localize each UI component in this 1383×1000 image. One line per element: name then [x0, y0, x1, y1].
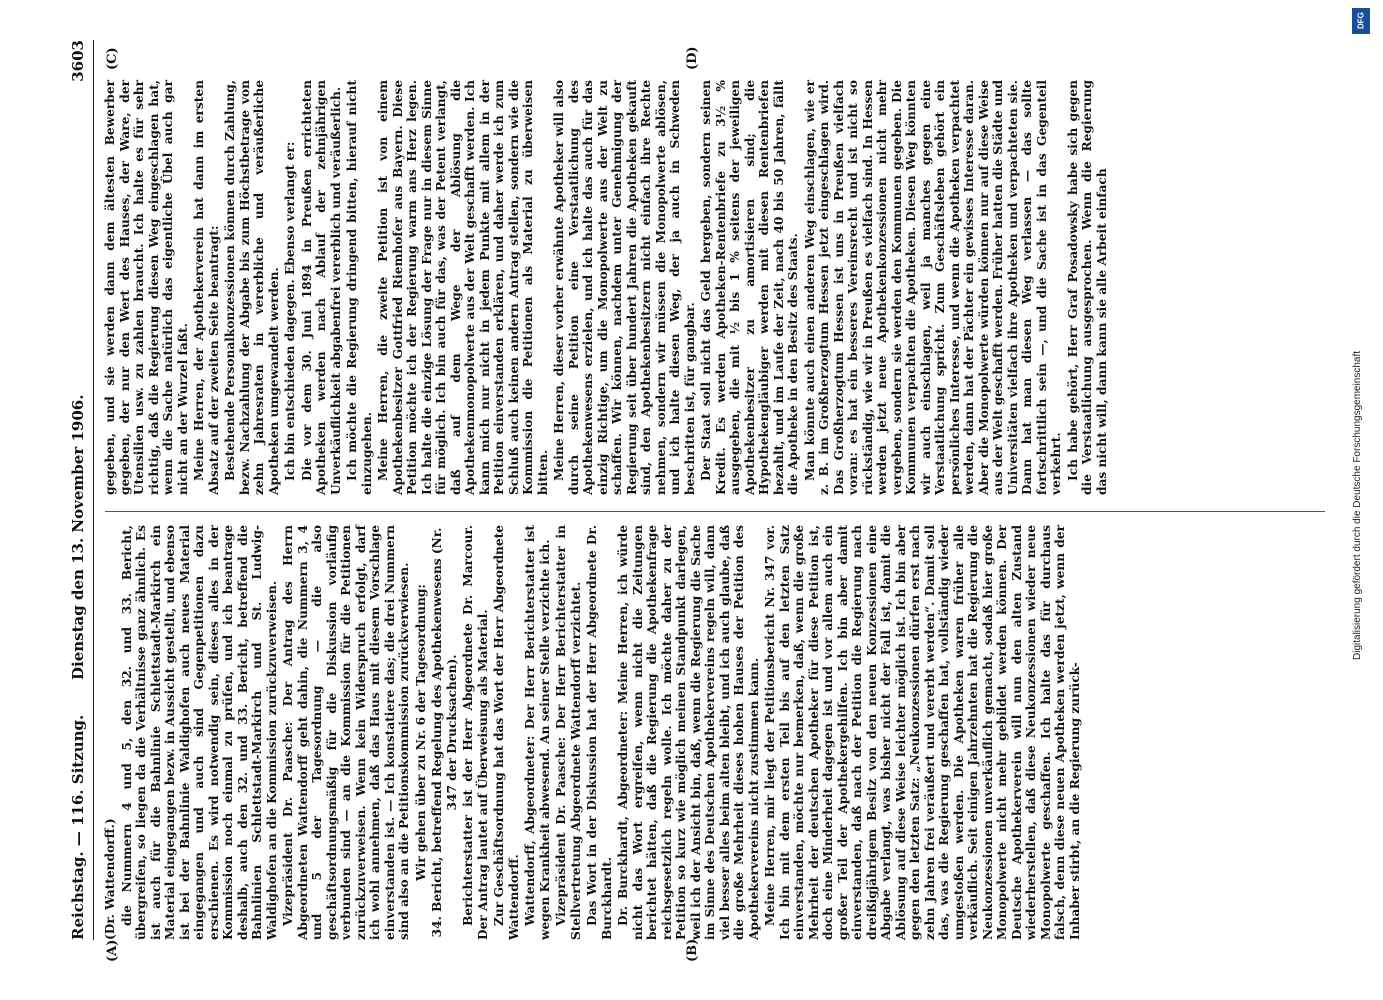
paragraph: Meine Herren, dieser vorher erwähnte Apotheker will also durch seine Petition eine Verstaatlichung des Apothekenwesens erzielen, und ich halte das auch für das einzig Richtige, um die Monopolwerte aus der Welt zu schaffen. Wir können, nachdem unter Genehmigung der Regierung seit über hundert Jahren die Apotheken gekauft sind, den Apothekenbesitzern nicht einfach ihre Rechte nehmen, sondern wir müssen die Monopolwerte ablösen, und ich halte diesen Weg, der ja auch in Schweden beschritten ist, für gangbar. — [552, 80, 697, 495]
paragraph: Ich bin entschieden dagegen. Ebenso verlangt er: — [283, 141, 297, 481]
page-number: 3603 — [69, 40, 87, 82]
paragraph: Dr. Burckhardt, Abgeordneter: Meine Herren, ich würde nicht das Wort ergreifen, wenn nicht die Zeitungen berichtet hätten, daß die Regierung die Apothekenfrage reichsgesetzlich regeln wolle. Ich möchte daher zu der Petition so kurz wie möglich meinen Standpunkt darlegen, weil ich der Ansicht bin, daß, wenn die Regierung die Sache im Sinne des Deutschen Apothekervereins regeln will, dann viel besser alles beim alten bleibt, und ich auch glaube, daß die große Mehrheit dieses hohen Hauses der Petition des Apothekervereins nicht zustimmen kann. — [616, 525, 761, 940]
paragraph: die Nummern 4 und 5, den 32. und 33. Bericht, übergreifen, so liegen da die Verhältnisse ganz ähnlich. Es ist auch für die Bahnlinie Schlettstadt-Markirch ein Material eingegangen bezw. in Aussicht gestellt, und ebenso ist bei der Bahnlinie Waldighofen auch neues Material eingegangen und auch sind Gegenpetitionen dazu erschienen. Es wird notwendig sein, dieses alles in der Kommission noch einmal zu prüfen, und ich beantrage deshalb, auch den 32. und 33. Bericht, betreffend die Bahnlinien Schlettstadt-Markirch und St. Ludwig-Waldighofen an die Kommission zurückzuverweisen. — [119, 525, 279, 940]
paragraph: Meine Herren, die zweite Petition ist von einem Apothekenbesitzer Gottfried Riemhofer aus Bayern. Diese Petition möchte ich der Regierung warm ans Herz legen. Ich halte die einzige Lösung der Frage nur in diesem Sinne für möglich. Ich bin auch für das, was der Petent verlangt, daß auf dem Wege der Ablösung die Apothekenmonopolwerte aus der Welt geschafft werden. Ich kann mich nur nicht in jedem Punkte mit allem in der Petition einverstanden erklären, und daher werde ich zum Schluß auch keinen andern Antrag stellen, sondern wie die Kommission die Petitionen als Material zu überweisen bitten. — [376, 80, 550, 495]
paragraph: Berichterstatter ist der Herr Abgeordnete Dr. Marcour. Der Antrag lautet auf Überweisung als Material. — [461, 525, 490, 940]
margin-marker-d: (D) — [685, 46, 700, 70]
paragraph: gegeben, und sie werden dann dem ältesten Bewerber gegeben, der nur den Wert des Hauses, der Ware, der Utensilien usw. zu zahlen braucht. Ich halte es für sehr richtig, daß die Regierung diesen Weg eingeschlagen hat, wenn die Sache natürlich das eigentliche Übel auch gar nicht an der Wurzel faßt. — [103, 80, 190, 495]
paragraph: Ich habe gehört, Herr Graf Posadowsky habe sich gegen die Verstaatlichung ausgesprochen. Wenn die Regierung das nicht will, dann kann sie alle Arbeit einfach — [1065, 80, 1109, 495]
rotated-document-page — [45, 0, 1345, 1000]
digitization-credit: Digitalisierung gefördert durch die Deutsche Forschungsgemeinschaft — [1352, 350, 1363, 660]
paragraph: Die vor dem 30. Juni 1894 in Preußen errichteten Apotheken werden nach Ablauf der zehnjährigen Unverkäuflichkeit abgabenfrei vererblich und veräußerlich. — [299, 80, 343, 495]
header-left: Reichstag. — 116. Sitzung. — [69, 714, 87, 940]
paragraph: Ich möchte die Regierung dringend bitten, hierauf nicht einzugehen. — [345, 80, 374, 495]
paragraph: Meine Herren, mir liegt der Petitionsbericht Nr. 347 vor. Ich bin mit dem ersten Teil bis auf den letzten Satz einverstanden, möchte nur bemerken, daß, wenn die große Mehrheit der deutschen Apotheker für diese Petition ist, doch eine Minderheit dagegen ist und vor allem auch ein großer Teil der Apothekergehilfen. Ich bin aber damit einverstanden, daß nach der Petition die Regierung nach dreißigjährigem Besitz von den neuen Konzessionen eine Abgabe verlangt, was bisher nicht der Fall ist, damit die Ablösung auf diese Weise leichter möglich ist. Ich bin aber gegen den letzten Satz: „Neukonzessionen dürfen erst nach zehn Jahren frei veräußert und vererbt werden“. Damit soll das, was die Regierung geschaffen hat, vollständig wieder umgestoßen werden. Die Apotheken waren früher alle verkäuflich. Seit einigen Jahrzehnten hat die Regierung die Neukonzessionen unverkäuflich gemacht, sodaß hier große Monopolwerte nicht mehr gebildet werden können. Der Deutsche Apothekerverein will nun den alten Zustand wiederherstellen, daß diese Neukonzessionen wieder neue Monopolwerte geschaffen. Ich halte das für durchaus falsch, denn diese neuen Apotheken werden jetzt, wenn der Inhaber stirbt, an die Regierung zurück- — [763, 525, 1082, 940]
margin-marker-a: (A) — [105, 939, 120, 962]
paragraph: Der Staat soll nicht das Geld hergeben, sondern seinen Kredit. Es werden Apotheken-Rentenbriefe zu 3½ % ausgegeben, die mit ½ bis 1 % seitens der jeweiligen Apothekenbesitzer zu amortisieren sind; die Hypothekengläubiger werden mit diesen Rentenbriefen bezahlt, und im Laufe der Zeit, nach 40 bis 50 Jahren, fällt die Apotheke in den Besitz des Staats. — [699, 80, 800, 495]
paragraph: (Dr. Wattendorff.) — [103, 818, 117, 940]
column-divider — [105, 511, 1325, 512]
paragraph: Bestehende Personalkonzessionen können durch Zahlung, bezw. Nachzahlung der Abgabe bis zum Höchstbetrage von zehn Jahresraten in vererbliche und veräußerliche Apotheken umgewandelt werden. — [223, 80, 281, 495]
margin-marker-c: (C) — [105, 47, 120, 70]
paragraph: Das Wort in der Diskussion hat der Herr Abgeordnete Dr. Burckhardt. — [585, 525, 614, 940]
paragraph: 34. Bericht, betreffend Regelung des Apothekenwesens (Nr. 347 der Drucksachen). — [430, 527, 459, 938]
text-column-right — [103, 80, 1111, 495]
text-column-left — [103, 525, 1084, 940]
paragraph: Zur Geschäftsordnung hat das Wort der Herr Abgeordnete Wattendorff. — [492, 525, 521, 940]
header-date: Dienstag den 13. November 1906. — [69, 394, 87, 680]
paragraph: Vizepräsident Dr. Paasche: Der Herr Berichterstatter in Stellvertretung Abgeordnete Wattendorff verzichtet. — [554, 525, 583, 940]
paragraph: Wattendorff, Abgeordneter: Der Herr Berichterstatter ist wegen Krankheit abwesend. An seiner Stelle verzichte ich. — [523, 525, 552, 940]
paragraph: Vizepräsident Dr. Paasche: Der Antrag des Herrn Abgeordneten Wattendorff geht dahin, die Nummern 3, 4 und 5 der Tagesordnung — die also geschäftsordnungsmäßig für die Diskussion vorläufig verbunden sind — an die Kommission für die Petitionen zurückzuverweisen. Wenn kein Widerspruch erfolgt, darf ich wohl annehmen, daß das Haus mit diesem Vorschlage einverstanden ist. — Ich konstatiere das; die drei Nummern sind also an die Petitionskommission zurückverwiesen. — [281, 525, 411, 940]
paragraph: Man könnte auch einen anderen Weg einschlagen, wie er z. B. im Großherzogtum Hessen jetzt eingeschlagen wird. Das Großherzogtum Hessen ist uns in Preußen vielfach voran: es hat ein besseres Vereinsrecht und ist nicht so rückständig, wie wir in Preußen es vielfach sind. In Hessen werden jetzt neue Apothekenkonzessionen nicht mehr vergeben, sondern sie werden den Kommunen gegeben. Die Kommunen verpachten die Apotheken. Diesen Weg könnten wir auch einschlagen, weil ja manches gegen eine Verstaatlichung spricht. Zum Geschäftsleben gehört ein persönliches Interesse, und wenn die Apotheken verpachtet werden, dann hat der Pächter ein gewisses Interesse daran. Aber die Monopolwerte würden können nur auf diese Weise aus der Welt geschafft werden. Früher hatten die Städte und Universitäten vielfach ihre Apotheken und verpachteten sie. Dann hat man diesen Weg verlassen — das sollte fortschrittlich sein —, und die Sache ist in das Gegenteil verkehrt. — [802, 80, 1063, 495]
paragraph: Wir gehen über zu Nr. 6 der Tagesordnung: — [413, 584, 428, 881]
paragraph: Meine Herren, der Apothekerverein hat dann im ersten Absatz auf der zweiten Seite beantragt: — [192, 80, 221, 495]
dfg-logo: DFG — [1352, 8, 1370, 34]
page-header — [65, 40, 94, 940]
margin-marker-b: (B) — [685, 938, 700, 962]
